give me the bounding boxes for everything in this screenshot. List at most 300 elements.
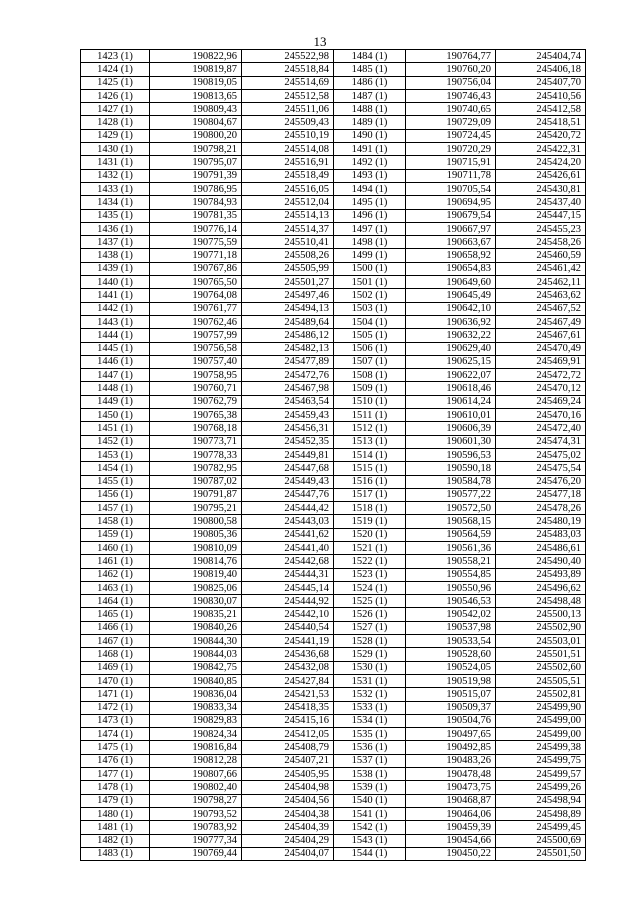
y-coordinate-cell: 245474,31 — [496, 435, 586, 448]
point-number-cell: 1447 (1) — [81, 369, 150, 382]
y-coordinate-cell: 245510,41 — [242, 236, 334, 249]
point-number-cell: 1514 (1) — [334, 448, 406, 461]
x-coordinate-cell: 190762,46 — [150, 315, 242, 328]
y-coordinate-cell: 245441,40 — [242, 541, 334, 554]
point-number-cell: 1480 (1) — [81, 807, 150, 820]
x-coordinate-cell: 190787,02 — [150, 475, 242, 488]
y-coordinate-cell: 245460,59 — [496, 249, 586, 262]
table-row — [81, 448, 586, 461]
x-coordinate-cell: 190807,66 — [150, 768, 242, 781]
table-row — [81, 209, 586, 222]
y-coordinate-cell: 245477,89 — [242, 355, 334, 368]
table-row — [81, 568, 586, 581]
table-row — [81, 555, 586, 568]
point-number-cell: 1533 (1) — [334, 701, 406, 714]
x-coordinate-cell: 190546,53 — [406, 595, 496, 608]
table-row — [81, 608, 586, 621]
point-number-cell: 1540 (1) — [334, 794, 406, 807]
point-number-cell: 1509 (1) — [334, 382, 406, 395]
table-row — [81, 688, 586, 701]
y-coordinate-cell: 245501,51 — [496, 648, 586, 661]
table-row — [81, 289, 586, 302]
table-row — [81, 821, 586, 834]
y-coordinate-cell: 245404,98 — [242, 781, 334, 794]
y-coordinate-cell: 245404,38 — [242, 807, 334, 820]
table-row — [81, 143, 586, 156]
point-number-cell: 1431 (1) — [81, 156, 150, 169]
point-number-cell: 1439 (1) — [81, 262, 150, 275]
y-coordinate-cell: 245505,99 — [242, 262, 334, 275]
point-number-cell: 1479 (1) — [81, 794, 150, 807]
point-number-cell: 1511 (1) — [334, 409, 406, 422]
y-coordinate-cell: 245445,14 — [242, 581, 334, 594]
x-coordinate-cell: 190758,95 — [150, 369, 242, 382]
x-coordinate-cell: 190720,29 — [406, 143, 496, 156]
point-number-cell: 1513 (1) — [334, 435, 406, 448]
y-coordinate-cell: 245516,91 — [242, 156, 334, 169]
x-coordinate-cell: 190533,54 — [406, 635, 496, 648]
x-coordinate-cell: 190816,84 — [150, 741, 242, 754]
y-coordinate-cell: 245503,01 — [496, 635, 586, 648]
y-coordinate-cell: 245516,05 — [242, 182, 334, 195]
point-number-cell: 1477 (1) — [81, 768, 150, 781]
point-number-cell: 1507 (1) — [334, 355, 406, 368]
y-coordinate-cell: 245499,00 — [496, 728, 586, 741]
point-number-cell: 1444 (1) — [81, 329, 150, 342]
x-coordinate-cell: 190524,05 — [406, 661, 496, 674]
y-coordinate-cell: 245404,29 — [242, 834, 334, 847]
x-coordinate-cell: 190509,37 — [406, 701, 496, 714]
table-row — [81, 329, 586, 342]
table-row — [81, 781, 586, 794]
y-coordinate-cell: 245412,05 — [242, 728, 334, 741]
x-coordinate-cell: 190632,22 — [406, 329, 496, 342]
x-coordinate-cell: 190819,87 — [150, 63, 242, 76]
y-coordinate-cell: 245407,70 — [496, 76, 586, 89]
table-row — [81, 116, 586, 129]
point-number-cell: 1463 (1) — [81, 581, 150, 594]
point-number-cell: 1529 (1) — [334, 648, 406, 661]
y-coordinate-cell: 245412,58 — [496, 103, 586, 116]
x-coordinate-cell: 190830,07 — [150, 595, 242, 608]
point-number-cell: 1449 (1) — [81, 395, 150, 408]
point-number-cell: 1461 (1) — [81, 555, 150, 568]
x-coordinate-cell: 190813,65 — [150, 89, 242, 102]
x-coordinate-cell: 190765,50 — [150, 276, 242, 289]
point-number-cell: 1519 (1) — [334, 515, 406, 528]
x-coordinate-cell: 190810,09 — [150, 541, 242, 554]
x-coordinate-cell: 190783,92 — [150, 821, 242, 834]
point-number-cell: 1434 (1) — [81, 196, 150, 209]
point-number-cell: 1438 (1) — [81, 249, 150, 262]
y-coordinate-cell: 245499,75 — [496, 754, 586, 767]
y-coordinate-cell: 245463,54 — [242, 395, 334, 408]
table-row — [81, 89, 586, 102]
y-coordinate-cell: 245441,19 — [242, 635, 334, 648]
x-coordinate-cell: 190663,67 — [406, 236, 496, 249]
point-number-cell: 1526 (1) — [334, 608, 406, 621]
point-number-cell: 1469 (1) — [81, 661, 150, 674]
y-coordinate-cell: 245509,43 — [242, 116, 334, 129]
x-coordinate-cell: 190798,21 — [150, 143, 242, 156]
y-coordinate-cell: 245415,16 — [242, 714, 334, 727]
y-coordinate-cell: 245459,43 — [242, 409, 334, 422]
y-coordinate-cell: 245475,02 — [496, 448, 586, 461]
x-coordinate-cell: 190782,95 — [150, 462, 242, 475]
x-coordinate-cell: 190757,40 — [150, 355, 242, 368]
x-coordinate-cell: 190798,27 — [150, 794, 242, 807]
x-coordinate-cell: 190454,66 — [406, 834, 496, 847]
y-coordinate-cell: 245482,13 — [242, 342, 334, 355]
x-coordinate-cell: 190537,98 — [406, 621, 496, 634]
point-number-cell: 1451 (1) — [81, 422, 150, 435]
point-number-cell: 1524 (1) — [334, 581, 406, 594]
table-row — [81, 435, 586, 448]
x-coordinate-cell: 190776,14 — [150, 222, 242, 235]
point-number-cell: 1430 (1) — [81, 143, 150, 156]
point-number-cell: 1502 (1) — [334, 289, 406, 302]
x-coordinate-cell: 190842,75 — [150, 661, 242, 674]
point-number-cell: 1475 (1) — [81, 741, 150, 754]
point-number-cell: 1542 (1) — [334, 821, 406, 834]
table-row — [81, 595, 586, 608]
x-coordinate-cell: 190761,77 — [150, 302, 242, 315]
point-number-cell: 1464 (1) — [81, 595, 150, 608]
y-coordinate-cell: 245405,95 — [242, 768, 334, 781]
y-coordinate-cell: 245467,52 — [496, 302, 586, 315]
x-coordinate-cell: 190814,76 — [150, 555, 242, 568]
x-coordinate-cell: 190642,10 — [406, 302, 496, 315]
x-coordinate-cell: 190784,93 — [150, 196, 242, 209]
x-coordinate-cell: 190844,03 — [150, 648, 242, 661]
table-row — [81, 541, 586, 554]
x-coordinate-cell: 190459,39 — [406, 821, 496, 834]
x-coordinate-cell: 190769,44 — [150, 847, 242, 860]
table-row — [81, 249, 586, 262]
x-coordinate-cell: 190715,91 — [406, 156, 496, 169]
table-row — [81, 674, 586, 687]
table-row — [81, 714, 586, 727]
y-coordinate-cell: 245518,49 — [242, 169, 334, 182]
table-row — [81, 741, 586, 754]
y-coordinate-cell: 245404,74 — [496, 50, 586, 63]
x-coordinate-cell: 190711,78 — [406, 169, 496, 182]
x-coordinate-cell: 190791,39 — [150, 169, 242, 182]
x-coordinate-cell: 190840,26 — [150, 621, 242, 634]
y-coordinate-cell: 245476,20 — [496, 475, 586, 488]
x-coordinate-cell: 190590,18 — [406, 462, 496, 475]
x-coordinate-cell: 190829,83 — [150, 714, 242, 727]
point-number-cell: 1454 (1) — [81, 462, 150, 475]
point-number-cell: 1467 (1) — [81, 635, 150, 648]
y-coordinate-cell: 245440,54 — [242, 621, 334, 634]
x-coordinate-cell: 190781,35 — [150, 209, 242, 222]
x-coordinate-cell: 190740,65 — [406, 103, 496, 116]
x-coordinate-cell: 190610,01 — [406, 409, 496, 422]
y-coordinate-cell: 245497,46 — [242, 289, 334, 302]
x-coordinate-cell: 190771,18 — [150, 249, 242, 262]
point-number-cell: 1489 (1) — [334, 116, 406, 129]
point-number-cell: 1440 (1) — [81, 276, 150, 289]
x-coordinate-cell: 190824,34 — [150, 728, 242, 741]
point-number-cell: 1515 (1) — [334, 462, 406, 475]
x-coordinate-cell: 190568,15 — [406, 515, 496, 528]
table-row — [81, 369, 586, 382]
y-coordinate-cell: 245424,20 — [496, 156, 586, 169]
y-coordinate-cell: 245470,16 — [496, 409, 586, 422]
x-coordinate-cell: 190705,54 — [406, 182, 496, 195]
point-number-cell: 1504 (1) — [334, 315, 406, 328]
table-row — [81, 409, 586, 422]
x-coordinate-cell: 190577,22 — [406, 488, 496, 501]
point-number-cell: 1441 (1) — [81, 289, 150, 302]
x-coordinate-cell: 190746,43 — [406, 89, 496, 102]
table-row — [81, 847, 586, 860]
y-coordinate-cell: 245449,81 — [242, 448, 334, 461]
y-coordinate-cell: 245475,54 — [496, 462, 586, 475]
table-row — [81, 63, 586, 76]
x-coordinate-cell: 190757,99 — [150, 329, 242, 342]
point-number-cell: 1453 (1) — [81, 448, 150, 461]
x-coordinate-cell: 190629,40 — [406, 342, 496, 355]
y-coordinate-cell: 245496,62 — [496, 581, 586, 594]
x-coordinate-cell: 190654,83 — [406, 262, 496, 275]
x-coordinate-cell: 190497,65 — [406, 728, 496, 741]
point-number-cell: 1534 (1) — [334, 714, 406, 727]
y-coordinate-cell: 245494,13 — [242, 302, 334, 315]
x-coordinate-cell: 190645,49 — [406, 289, 496, 302]
point-number-cell: 1436 (1) — [81, 222, 150, 235]
table-row — [81, 475, 586, 488]
x-coordinate-cell: 190819,05 — [150, 76, 242, 89]
y-coordinate-cell: 245463,62 — [496, 289, 586, 302]
x-coordinate-cell: 190554,85 — [406, 568, 496, 581]
y-coordinate-cell: 245514,69 — [242, 76, 334, 89]
point-number-cell: 1498 (1) — [334, 236, 406, 249]
x-coordinate-cell: 190765,38 — [150, 409, 242, 422]
y-coordinate-cell: 245490,40 — [496, 555, 586, 568]
point-number-cell: 1474 (1) — [81, 728, 150, 741]
y-coordinate-cell: 245472,40 — [496, 422, 586, 435]
x-coordinate-cell: 190584,78 — [406, 475, 496, 488]
x-coordinate-cell: 190777,34 — [150, 834, 242, 847]
table-row — [81, 701, 586, 714]
point-number-cell: 1510 (1) — [334, 395, 406, 408]
x-coordinate-cell: 190786,95 — [150, 182, 242, 195]
y-coordinate-cell: 245499,57 — [496, 768, 586, 781]
y-coordinate-cell: 245500,13 — [496, 608, 586, 621]
y-coordinate-cell: 245407,21 — [242, 754, 334, 767]
point-number-cell: 1495 (1) — [334, 196, 406, 209]
y-coordinate-cell: 245444,42 — [242, 502, 334, 515]
point-number-cell: 1517 (1) — [334, 488, 406, 501]
y-coordinate-cell: 245470,12 — [496, 382, 586, 395]
y-coordinate-cell: 245455,23 — [496, 222, 586, 235]
y-coordinate-cell: 245511,06 — [242, 103, 334, 116]
y-coordinate-cell: 245467,98 — [242, 382, 334, 395]
y-coordinate-cell: 245420,72 — [496, 129, 586, 142]
x-coordinate-cell: 190793,52 — [150, 807, 242, 820]
point-number-cell: 1445 (1) — [81, 342, 150, 355]
point-number-cell: 1468 (1) — [81, 648, 150, 661]
x-coordinate-cell: 190756,04 — [406, 76, 496, 89]
x-coordinate-cell: 190572,50 — [406, 502, 496, 515]
table-row — [81, 355, 586, 368]
table-row — [81, 315, 586, 328]
table-row — [81, 395, 586, 408]
point-number-cell: 1505 (1) — [334, 329, 406, 342]
table-row — [81, 302, 586, 315]
x-coordinate-cell: 190558,21 — [406, 555, 496, 568]
x-coordinate-cell: 190724,45 — [406, 129, 496, 142]
point-number-cell: 1532 (1) — [334, 688, 406, 701]
x-coordinate-cell: 190468,87 — [406, 794, 496, 807]
y-coordinate-cell: 245510,19 — [242, 129, 334, 142]
x-coordinate-cell: 190478,48 — [406, 768, 496, 781]
table-row — [81, 794, 586, 807]
point-number-cell: 1442 (1) — [81, 302, 150, 315]
point-number-cell: 1535 (1) — [334, 728, 406, 741]
x-coordinate-cell: 190795,07 — [150, 156, 242, 169]
y-coordinate-cell: 245447,68 — [242, 462, 334, 475]
y-coordinate-cell: 245486,12 — [242, 329, 334, 342]
y-coordinate-cell: 245493,89 — [496, 568, 586, 581]
y-coordinate-cell: 245436,68 — [242, 648, 334, 661]
point-number-cell: 1523 (1) — [334, 568, 406, 581]
page-number: 13 — [313, 34, 327, 49]
x-coordinate-cell: 190812,28 — [150, 754, 242, 767]
x-coordinate-cell: 190764,77 — [406, 50, 496, 63]
table-row — [81, 156, 586, 169]
y-coordinate-cell: 245477,18 — [496, 488, 586, 501]
x-coordinate-cell: 190768,18 — [150, 422, 242, 435]
table-row — [81, 182, 586, 195]
point-number-cell: 1522 (1) — [334, 555, 406, 568]
y-coordinate-cell: 245501,50 — [496, 847, 586, 860]
y-coordinate-cell: 245512,04 — [242, 196, 334, 209]
point-number-cell: 1473 (1) — [81, 714, 150, 727]
y-coordinate-cell: 245404,07 — [242, 847, 334, 860]
table-row — [81, 169, 586, 182]
table-row — [81, 236, 586, 249]
y-coordinate-cell: 245467,61 — [496, 329, 586, 342]
table-row — [81, 222, 586, 235]
table-row — [81, 834, 586, 847]
point-number-cell: 1428 (1) — [81, 116, 150, 129]
x-coordinate-cell: 190791,87 — [150, 488, 242, 501]
point-number-cell: 1537 (1) — [334, 754, 406, 767]
table-row — [81, 129, 586, 142]
table-row — [81, 728, 586, 741]
y-coordinate-cell: 245499,45 — [496, 821, 586, 834]
point-number-cell: 1493 (1) — [334, 169, 406, 182]
x-coordinate-cell: 190483,26 — [406, 754, 496, 767]
point-number-cell: 1470 (1) — [81, 674, 150, 687]
point-number-cell: 1543 (1) — [334, 834, 406, 847]
point-number-cell: 1435 (1) — [81, 209, 150, 222]
table-row — [81, 515, 586, 528]
y-coordinate-cell: 245514,37 — [242, 222, 334, 235]
x-coordinate-cell: 190762,79 — [150, 395, 242, 408]
x-coordinate-cell: 190596,53 — [406, 448, 496, 461]
point-number-cell: 1538 (1) — [334, 768, 406, 781]
x-coordinate-cell: 190601,30 — [406, 435, 496, 448]
y-coordinate-cell: 245462,11 — [496, 276, 586, 289]
table-row — [81, 768, 586, 781]
point-number-cell: 1492 (1) — [334, 156, 406, 169]
x-coordinate-cell: 190649,60 — [406, 276, 496, 289]
point-number-cell: 1541 (1) — [334, 807, 406, 820]
point-number-cell: 1503 (1) — [334, 302, 406, 315]
x-coordinate-cell: 190622,07 — [406, 369, 496, 382]
point-number-cell: 1488 (1) — [334, 103, 406, 116]
x-coordinate-cell: 190805,36 — [150, 528, 242, 541]
coordinate-table — [80, 49, 586, 861]
point-number-cell: 1437 (1) — [81, 236, 150, 249]
y-coordinate-cell: 245467,49 — [496, 315, 586, 328]
point-number-cell: 1496 (1) — [334, 209, 406, 222]
y-coordinate-cell: 245489,64 — [242, 315, 334, 328]
point-number-cell: 1539 (1) — [334, 781, 406, 794]
x-coordinate-cell: 190658,92 — [406, 249, 496, 262]
x-coordinate-cell: 190614,24 — [406, 395, 496, 408]
x-coordinate-cell: 190625,15 — [406, 355, 496, 368]
y-coordinate-cell: 245461,42 — [496, 262, 586, 275]
x-coordinate-cell: 190825,06 — [150, 581, 242, 594]
y-coordinate-cell: 245442,10 — [242, 608, 334, 621]
point-number-cell: 1433 (1) — [81, 182, 150, 195]
table-row — [81, 488, 586, 501]
y-coordinate-cell: 245418,35 — [242, 701, 334, 714]
y-coordinate-cell: 245406,18 — [496, 63, 586, 76]
table-row — [81, 528, 586, 541]
point-number-cell: 1497 (1) — [334, 222, 406, 235]
table-row — [81, 276, 586, 289]
point-number-cell: 1466 (1) — [81, 621, 150, 634]
table-row — [81, 661, 586, 674]
x-coordinate-cell: 190835,21 — [150, 608, 242, 621]
x-coordinate-cell: 190804,67 — [150, 116, 242, 129]
point-number-cell: 1478 (1) — [81, 781, 150, 794]
x-coordinate-cell: 190802,40 — [150, 781, 242, 794]
y-coordinate-cell: 245499,38 — [496, 741, 586, 754]
y-coordinate-cell: 245427,84 — [242, 674, 334, 687]
x-coordinate-cell: 190778,33 — [150, 448, 242, 461]
point-number-cell: 1512 (1) — [334, 422, 406, 435]
x-coordinate-cell: 190679,54 — [406, 209, 496, 222]
y-coordinate-cell: 245426,61 — [496, 169, 586, 182]
x-coordinate-cell: 190694,95 — [406, 196, 496, 209]
y-coordinate-cell: 245449,43 — [242, 475, 334, 488]
y-coordinate-cell: 245442,68 — [242, 555, 334, 568]
point-number-cell: 1458 (1) — [81, 515, 150, 528]
y-coordinate-cell: 245498,89 — [496, 807, 586, 820]
table-row — [81, 648, 586, 661]
y-coordinate-cell: 245418,51 — [496, 116, 586, 129]
table-row — [81, 635, 586, 648]
x-coordinate-cell: 190800,20 — [150, 129, 242, 142]
x-coordinate-cell: 190800,58 — [150, 515, 242, 528]
y-coordinate-cell: 245501,27 — [242, 276, 334, 289]
point-number-cell: 1471 (1) — [81, 688, 150, 701]
x-coordinate-cell: 190542,02 — [406, 608, 496, 621]
y-coordinate-cell: 245514,08 — [242, 143, 334, 156]
y-coordinate-cell: 245498,48 — [496, 595, 586, 608]
point-number-cell: 1528 (1) — [334, 635, 406, 648]
table-row — [81, 76, 586, 89]
y-coordinate-cell: 245443,03 — [242, 515, 334, 528]
y-coordinate-cell: 245437,40 — [496, 196, 586, 209]
